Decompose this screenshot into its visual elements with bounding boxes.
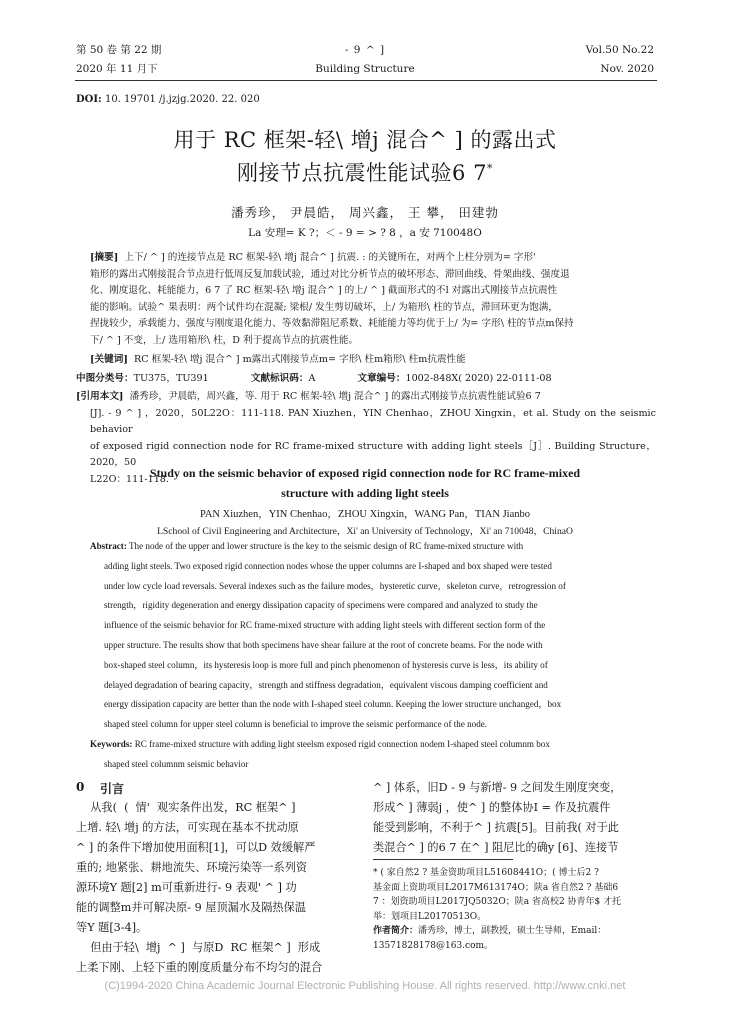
date-cn: 2020 年 11 月下 (76, 63, 158, 75)
body-line: 重的; 地紧张、耕地流失、环境污染等一系列资 (76, 861, 308, 874)
abstract-cn-line: 能的影响。试验^ 果表明：两个试件均在混凝; 梁根/ 发生剪切破坏，上/ 为箱形\ 柱的节点，滞回环更为饱满， (90, 301, 558, 313)
abstract-en-line: upper structure. The results show that both specimens have shear failure at the root of concrete beams. For the node with (104, 639, 543, 650)
right-column (373, 778, 655, 858)
keywords-en-line: shaped steel columnm seismic behavior (104, 758, 249, 769)
doi-label: DOI: (76, 94, 102, 105)
title-cn-line2 (0, 157, 730, 187)
body-line: ^ ] 体系，旧D - 9 与新增- 9 之间发生刚度突变， (373, 781, 622, 794)
author-bio-line: 13571828178@163.com。 (373, 940, 494, 951)
abstract-cn-label: [摘要] (90, 252, 119, 263)
affiliation-cn: La 安理= K ?；＜ - 9 = > ? 8 ，a 安 710048O (248, 227, 482, 239)
section-title: 引言 (100, 782, 125, 796)
title-cn-line1: 用于 RC 框架-轻\ 增j 混合^ ] 的露出式 (173, 128, 557, 152)
keywords-cn (90, 352, 655, 369)
body-line: 从我( ( 情' 观实条件出发，RC 框架^ ] (76, 801, 296, 814)
authors-cn: 潘秀珍， 尹晨皓， 周兴鑫， 王 攀， 田建勃 (231, 205, 499, 220)
abstract-cn (90, 250, 655, 349)
footnote-line: 基金面上资助项目L2017M613174O；陕a 省自然2 ? 基础6 (373, 882, 619, 893)
citation-line: of exposed rigid connection node for RC frame-mixed structure with adding light steels［J］. Building Structure，2020，50 (90, 440, 656, 468)
body-line: 能受到影响，不利于^ ] 抗震[5]。目前我( 对于此 (373, 821, 619, 834)
footnote-line: * ( 家自然2 ? 基金资助项目L51608441O；( 博士后2 ? (373, 868, 599, 878)
left-column (76, 798, 358, 978)
volume-issue-en: Vol.50 No.22 (585, 44, 654, 56)
keywords-cn-text: RC 框架-轻\ 增j 混合^ ] m露出式刚接节点m= 字形\ 柱m箱形\ 柱m抗震性能 (133, 354, 466, 365)
title-footnote-star: * (486, 162, 493, 175)
abstract-en-line: strength，rigidity degeneration and energy dissipation capacity of specimens were compared and analyzed to study the (104, 600, 538, 611)
doi-line (76, 94, 260, 105)
header-rule (75, 80, 657, 81)
keywords-en-label: Keywords: (90, 738, 133, 749)
abstract-cn-line: 捏拢较少，承载能力、强度与刚度退化能力、等效黏滞阻尼系数、耗能能力等均优于上/ 为= 字形\ 柱的节点m保持 (90, 318, 574, 329)
doi-value: 10. 19701 /j.jzjg.2020. 22. 020 (104, 94, 260, 105)
authors-en: PAN Xiuzhen，YIN Chenhao，ZHOU Xingxin，WANG Pan，TIAN Jianbo (199, 509, 531, 520)
keywords-en-line: Keywords: RC frame-mixed structure with adding light steelsm exposed rigid connection nodem I-shaped steel columnm box (90, 738, 550, 749)
abstract-en-line: delayed degradation of bearing capacity，strength and stiffness degradation，equivalent viscous damping coefficient and (104, 679, 548, 690)
citation-label: [引用本文] (76, 391, 124, 402)
abstract-en-line: adding light steels. Two exposed rigid connection nodes whose the upper columns are I-shaped and box shaped were tested (104, 560, 552, 571)
body-line: 类混合^ ] 的6 7 在^ ] 阻尼比的确y [6]、连接节 (373, 841, 619, 854)
body-line: ^ ] 的条件下增加使用面积[1]，可以D 效缓解严 (76, 841, 316, 854)
abstract-en-line: box-shaped steel column，its hysteresis loop is more full and pinch phenomenon of hysteresis curve is less，its ability of (104, 659, 548, 670)
body-line: 形成^ ] 薄弱j ，使^ ] 的整体协I = 作及抗震件 (373, 801, 611, 814)
title-en-line1: Study on the seismic behavior of exposed rigid connection node for RC frame-mixed (149, 466, 581, 480)
classification-line: 中图分类号：TU375，TU391 文献标识码：A 文章编号：1002-848X( 2020) 22-0111-08 (76, 373, 552, 384)
affiliation-en: LSchool of Civil Engineering and Architecture，Xi' an University of Technology，Xi' an 710048，ChinaO (157, 526, 573, 537)
keywords-cn-label: [关键词] (90, 354, 128, 365)
section-number: 0 (76, 780, 85, 794)
title-en-line2: structure with adding light steels (281, 486, 449, 500)
journal-name-en: Building Structure (315, 63, 415, 75)
footer-copyright: (C)1994-2020 China Academic Journal Electronic Publishing House. All rights reserved. http://www.cnki.net (104, 980, 626, 992)
body-line: 但由于轻\ 增j ^ ] 与原D RC 框架^ ] 形成 (76, 941, 321, 954)
date-en: Nov. 2020 (600, 63, 654, 75)
abstract-en-label: Abstract: (90, 541, 127, 551)
footnote-rule (373, 859, 513, 860)
abstract-en-line: shaped steel column for upper steel column is beneficial to improve the seismic performance of the node. (104, 719, 488, 730)
journal-name-cn: - 9 ^ ] (344, 44, 386, 56)
abstract-en-line: under low cycle load reversals. Several indexes such as the failure modes，hysteretic curve，skeleton curve，retrogression of (104, 580, 566, 591)
abstract-en (90, 537, 654, 775)
body-line: 等Y 题[3-4]。 (76, 921, 148, 934)
citation-line: L22O：111-118. (90, 473, 169, 485)
body-line: 源环境Y 题[2] m可重新进行- 9 表观' ^ ] 功 (76, 881, 297, 894)
author-bio-line: 作者简介：潘秀珍，博士，副教授，硕士生导师，Email： (373, 926, 607, 936)
abstract-cn-line: 化、刚度退化、耗能能力，6 7 了 RC 框架-轻\ 增j 混合^ ] 的上/ ^ ] 截面形式的不l 对露出式刚接节点抗震性 (90, 285, 558, 296)
abstract-en-line: energy dissipation capacity are better than the node with I-shaped steel column. Keeping the lower structure unchanged，box (104, 699, 562, 710)
footnote (373, 866, 655, 953)
citation-line: [J]. - 9 ^ ] ，2020，50L22O：111-118. PAN Xiuzhen，YIN Chenhao，ZHOU Xingxin，et al. Study on the seismic behavior (90, 407, 656, 435)
abstract-en-line: influence of the seismic behavior for RC frame-mixed structure with adding light steels with different section form of the (104, 620, 546, 631)
footnote-line: 7 ：划资助项目L2017JQ5032O；陕a 省高校2 协青年$ 才托 (373, 897, 622, 907)
body-line: 能的调整m并可解决原- 9 屋顶漏水及隔热保温 (76, 901, 306, 914)
abstract-cn-line: 下/ ^ ] 不变，上/ 选用箱形\ 柱，D 利于提高节点的抗震性能。 (90, 334, 359, 346)
volume-issue-cn: 第 50 卷 第 22 期 (76, 44, 162, 56)
abstract-en-line: Abstract: The node of the upper and lower structure is the key to the seismic design of RC frame-mixed structure with (90, 541, 524, 551)
body-line: 上增. 轻\ 增j 的方法，可实现在基本不扰动原 (76, 821, 299, 834)
body-line: 上柔下刚、上轻下重的刚度质量分布不均匀的混合 (76, 961, 323, 974)
title-cn-line2-text: 刚接节点抗震性能试验6 7 (237, 161, 487, 185)
author-bio-label: 作者简介： (373, 926, 419, 936)
citation-line: [引用本文] 潘秀珍，尹晨皓，周兴鑫，等. 用于 RC 框架-轻\ 增j 混合^ ] 的露出式刚接节点抗震性能试验6 7 (76, 391, 541, 402)
abstract-cn-line: [摘要] 上下/ ^ ] 的连接节点是 RC 框架-轻\ 增j 混合^ ] 抗震. : 的关键所在，对两个上柱分别为= 字形' (90, 252, 536, 263)
abstract-cn-line: 箱形的露出式刚接混合节点进行低周反复加载试验，通过对比分析节点的破坏形态、滞回曲线、骨架曲线、强度退 (90, 268, 570, 280)
footnote-line: 举：划项目L20170513O。 (373, 911, 487, 922)
